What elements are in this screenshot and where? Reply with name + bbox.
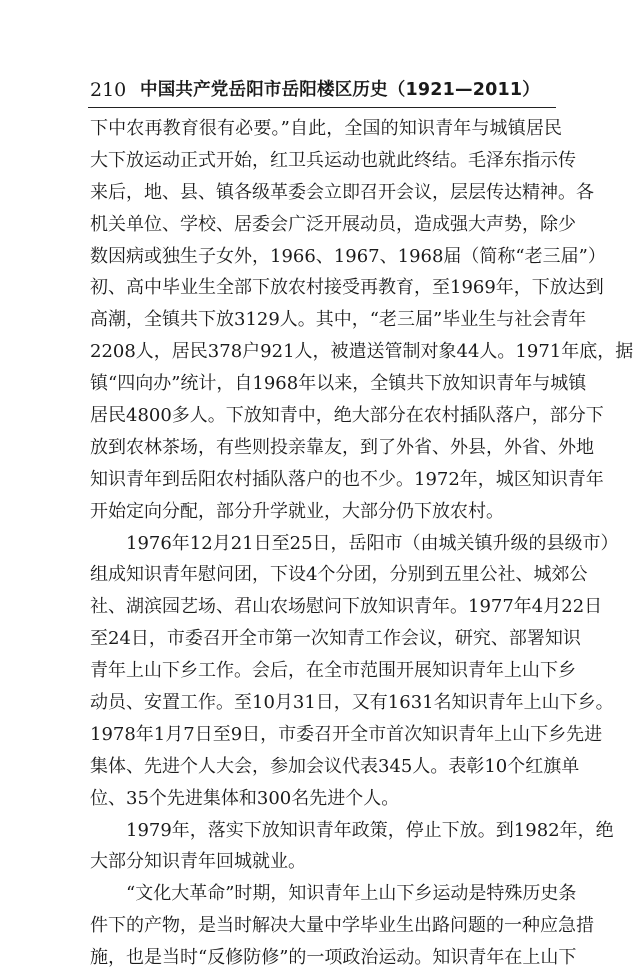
text-line: 机关单位、学校、居委会广泛开展动员，造成强大声势，除少 xyxy=(90,213,576,235)
text-line: 放到农林茶场，有些则投亲靠友，到了外省、外县，外省、外地 xyxy=(90,436,594,458)
text-line: 件下的产物，是当时解决大量中学毕业生出路问题的一种应急措 xyxy=(90,915,594,937)
text-line: 青年上山下乡工作。会后，在全市范围开展知识青年上山下乡 xyxy=(90,660,576,682)
text-line: “文化大革命”时期，知识青年上山下乡运动是特殊历史条 xyxy=(126,883,577,905)
text-line: 至24日，市委召开全市第一次知青工作会议，研究、部署知识 xyxy=(90,628,581,650)
text-line: 数因病或独生子女外，1966、1967、1968届（简称“老三届”） xyxy=(90,245,606,267)
text-line: 2208人，居民378户921人，被遣送管制对象44人。1971年底，据 xyxy=(90,341,634,363)
text-line: 1976年12月21日至25日，岳阳市（由城关镇升级的县级市） xyxy=(126,532,619,554)
body-text xyxy=(90,113,634,974)
text-line: 1978年1月7日至9日，市委召开全市首次知识青年上山下乡先进 xyxy=(90,723,603,745)
text-line: 居民4800多人。下放知青中，绝大部分在农村插队落户，部分下 xyxy=(90,405,604,427)
text-line: 大下放运动正式开始，红卫兵运动也就此终结。毛泽东指示传 xyxy=(90,149,576,171)
text-line: 镇“四向办”统计，自1968年以来，全镇共下放知识青年与城镇 xyxy=(90,373,587,395)
text-line: 集体、先进个人大会，参加会议代表345人。表彰10个红旗单 xyxy=(90,755,580,777)
text-line: 位、35个先进集体和300名先进个人。 xyxy=(90,787,400,809)
text-line: 社、湖滨园艺场、君山农场慰问下放知识青年。1977年4月22日 xyxy=(90,596,603,618)
text-line: 高潮，全镇共下放3129人。其中，“老三届”毕业生与社会青年 xyxy=(90,309,587,331)
text-line: 组成知识青年慰问团，下设4个分团，分别到五里公社、城郊公 xyxy=(90,564,588,586)
header-rule xyxy=(88,107,556,108)
page-header xyxy=(90,73,560,105)
text-line: 知识青年到岳阳农村插队落户的也不少。1972年，城区知识青年 xyxy=(90,468,604,490)
text-line: 初、高中毕业生全部下放农村接受再教育，至1969年，下放达到 xyxy=(90,277,604,299)
text-line: 动员、安置工作。至10月31日，又有1631名知识青年上山下乡。 xyxy=(90,692,614,714)
page-number: 210 xyxy=(90,79,127,101)
text-line: 施，也是当时“反修防修”的一项政治运动。知识青年在上山下 xyxy=(90,947,577,969)
text-line: 来后，地、县、镇各级革委会立即召开会议，层层传达精神。各 xyxy=(90,181,594,203)
running-title: 中国共产党岳阳市岳阳楼区历史（1921—2011） xyxy=(140,80,540,100)
text-line: 大部分知识青年回城就业。 xyxy=(90,851,306,873)
text-line: 下中农再教育很有必要。”自此，全国的知识青年与城镇居民 xyxy=(90,118,562,139)
text-line: 开始定向分配，部分升学就业，大部分仍下放农村。 xyxy=(90,500,504,522)
text-line: 1979年，落实下放知识青年政策，停止下放。到1982年，绝 xyxy=(126,819,614,841)
